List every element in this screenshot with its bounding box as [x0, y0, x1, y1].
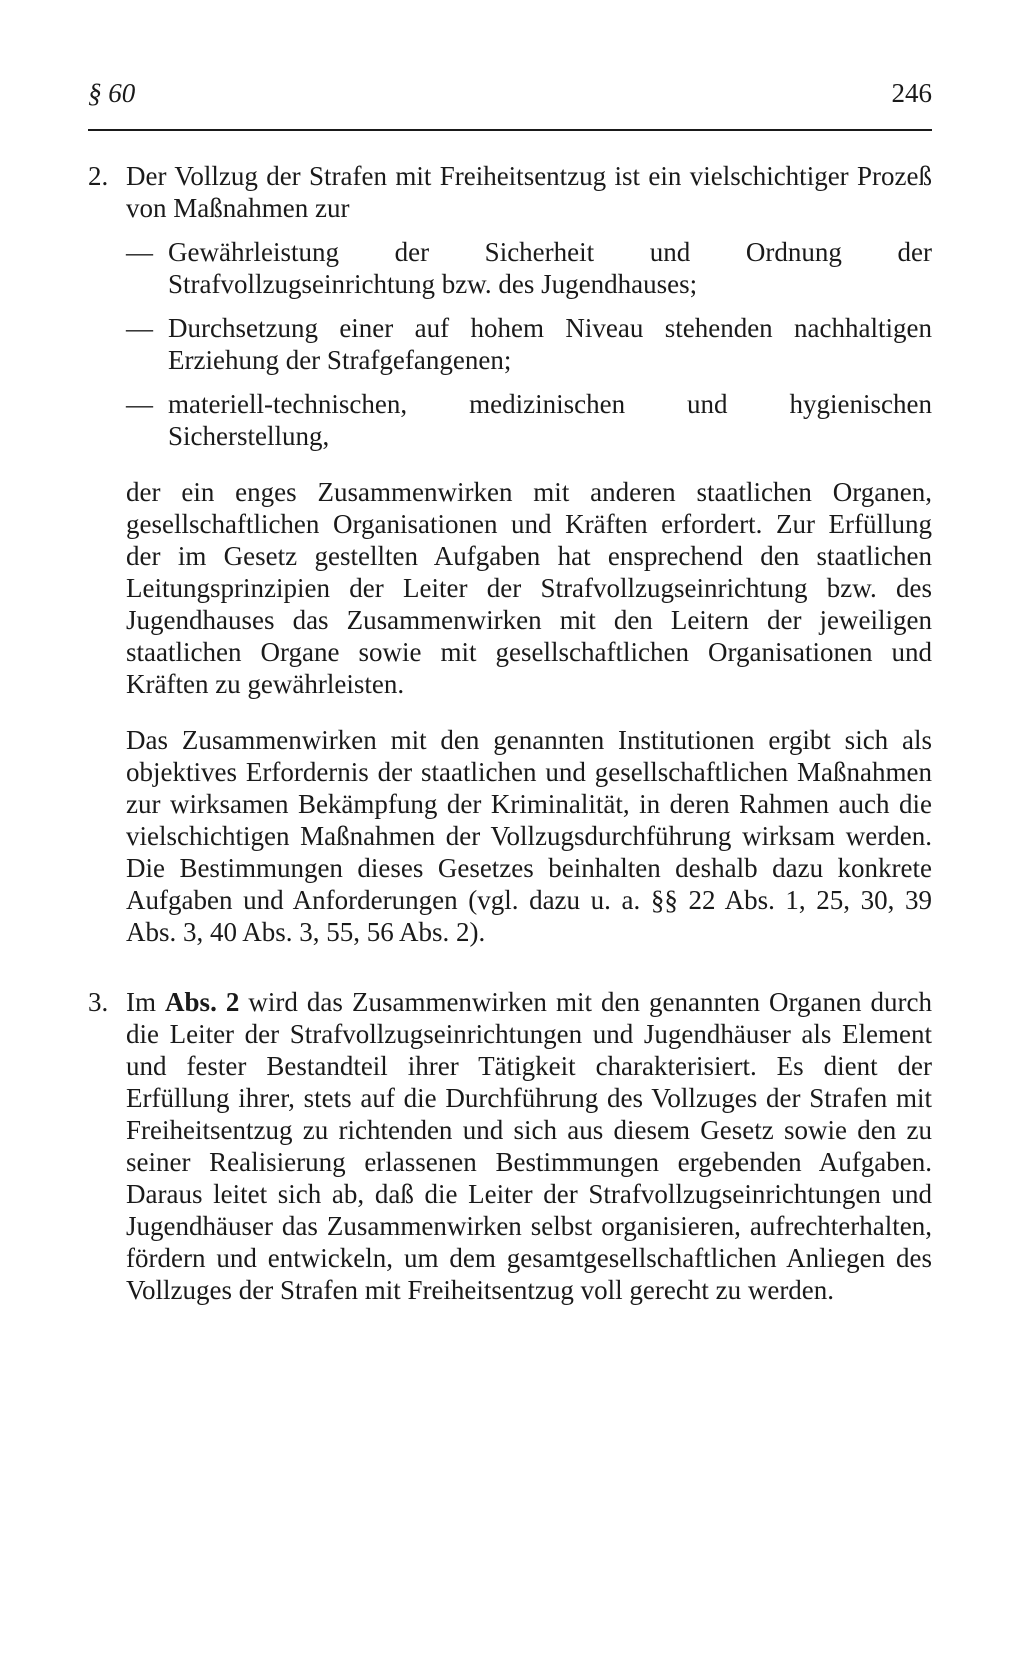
dash-item	[126, 312, 932, 376]
dash-marker: —	[126, 313, 153, 343]
page-header	[88, 78, 932, 118]
header-rule	[88, 129, 932, 131]
commentary-body	[88, 160, 932, 1306]
paragraph	[126, 986, 932, 1306]
dash-item-text: materiell-technischen, medizinischen und hygienischen Sicherstellung,	[168, 389, 932, 451]
dash-marker: —	[126, 389, 153, 419]
dash-item	[126, 388, 932, 452]
item-intro: Der Vollzug der Strafen mit Freiheitsentzug ist ein vielschichtiger Prozeß von Maßnahmen zur	[126, 161, 932, 223]
paragraph: Das Zusammenwirken mit den genannten Institutionen ergibt sich als objektives Erfordernis der staatlichen und gesellschaftlichen Maßnahmen zur wirksamen Bekämpfung der Kriminalität, in deren Rahmen auch die vielschichtigen Maßnahmen der Vollzugsdurchführung wirksam werden. Die Bestimmungen dieses Gesetzes beinhalten deshalb dazu konkrete Aufgaben und Anforderungen (vgl. dazu u. a. §§ 22 Abs. 1, 25, 30, 39 Abs. 3, 40 Abs. 3, 55, 56 Abs. 2).	[126, 725, 932, 947]
page-number: 246	[891, 78, 932, 108]
item-number: 2.	[88, 161, 109, 191]
dash-item-text: Gewährleistung der Sicherheit und Ordnung der Strafvollzugseinrichtung bzw. des Jugendhauses;	[168, 237, 932, 299]
dash-list	[126, 236, 932, 452]
dash-item-text: Durchsetzung einer auf hohem Niveau stehenden nachhaltigen Erziehung der Strafgefangenen;	[168, 313, 932, 375]
item-lead: Im	[126, 987, 166, 1017]
paragraph-reference: Abs. 2	[165, 987, 240, 1017]
commentary-item-3	[88, 986, 932, 1306]
dash-marker: —	[126, 237, 153, 267]
section-reference: § 60	[88, 78, 136, 108]
item-number: 3.	[88, 987, 109, 1017]
commentary-item-2	[88, 160, 932, 948]
paragraph: der ein enges Zusammenwirken mit anderen staatlichen Organen, gesellschaftlichen Organisationen und Kräften erfordert. Zur Erfüllung der im Gesetz gestellten Aufgaben hat ensprechend den staatlichen Leitungsprinzipien der Leiter der Strafvollzugseinrichtung bzw. des Jugendhauses das Zusammenwirken mit den Leitern der jeweiligen staatlichen Organe sowie mit gesellschaftlichen Organisationen und Kräften zu gewährleisten.	[126, 477, 932, 699]
item-text: wird das Zusammenwirken mit den genannten Organen durch die Leiter der Strafvollzugseinrichtungen und Jugendhäuser als Element und fester Bestandteil ihrer Tätigkeit charakterisiert. Es dient der Erfüllung ihrer, stets auf die Durchführung des Vollzuges der Strafen mit Freiheitsentzug zu richtenden und sich aus diesem Gesetz sowie den zu seiner Realisierung erlassenen Bestimmungen ergebenden Aufgaben. Daraus leitet sich ab, daß die Leiter der Strafvollzugseinrichtungen und Jugendhäuser das Zusammenwirken selbst organisieren, aufrechterhalten, fördern und entwickeln, um dem gesamtgesellschaftlichen Anliegen des Vollzuges der Strafen mit Freiheitsentzug voll gerecht zu werden.	[126, 987, 932, 1305]
dash-item	[126, 236, 932, 300]
